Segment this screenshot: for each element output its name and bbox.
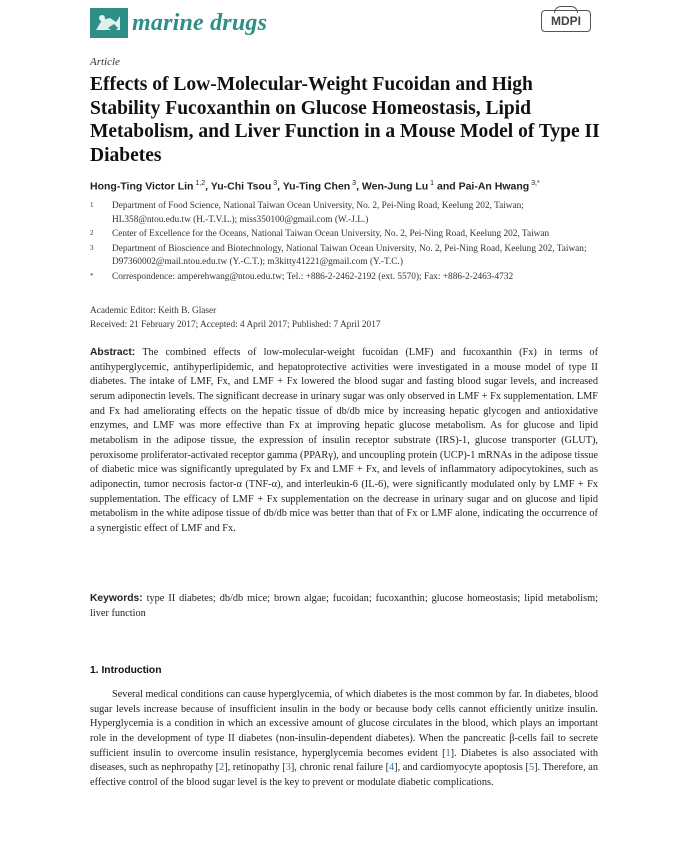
author-name: Yu-Chi Tsou (210, 180, 272, 193)
affiliation-text: Department of Food Science, National Taiwan Ocean University, No. 2, Pei-Ning Road, Keelung 202, Taiwan; HL358@ntou.edu.tw (H.-T.V.L.); miss350100@gmail.com (W.-J.L.) (112, 201, 524, 225)
author-affiliation-marker: 3 (271, 180, 278, 187)
citation-link[interactable]: 4 (389, 762, 395, 774)
keywords-label: Keywords: (90, 593, 143, 604)
affiliation-item (90, 228, 600, 242)
author-separator: , (277, 180, 283, 193)
intro-text: Several medical conditions can cause hyperglycemia, of which diabetes is the most common by far. In diabetes, blood sugar levels increase because of insufficient insulin in the body or because body cells cannot efficiently unitize insulin. Hyperglycemia is a condition in which an excessive amount of glucose circulates in the blood, which plays an important role in the development of type II diabetes (non-insulin-dependent diabetes). When the pancreatic β-cells fail to secrete sufficient insulin to overcome insulin resistance, hyperglycemia becomes evident [ (90, 689, 598, 759)
author-separator: , (205, 180, 211, 193)
abstract-text: The combined effects of low-molecular-weight fucoidan (LMF) and fucoxanthin (Fx) in terms of antihyperglycemic, antihyperlipidemic, and hepatoprotective activities were investigated in a mouse model of type II diabetes. The intake of LMF, Fx, and LMF + Fx lowered the blood sugar and fasting blood sugar levels, and increased serum adiponectin levels. The significant decrease in urinary sugar was only observed in LMF + Fx supplementation. LMF and Fx had ameliorating effects on the hepatic tissue of db/db mice by increasing hepatic glycogen and antioxidative enzymes, and LMF was more effective than Fx at improving hepatic glucose metabolism. As for glucose and lipid metabolism in the adipose tissue, the expression of insulin receptor substrate (IRS)-1, glucose transporter (GLUT), peroxisome proliferator-activated receptor gamma (PPARγ), and uncoupling protein (UCP)-1 mRNAs in the adipose tissue of diabetic mice was significantly upregulated by Fx and LMF + Fx, and levels of inflammatory adipocytokines, such as adiponectin, tumor necrosis factor-α (TNF-α), and interleukin-6 (IL-6), were significantly modulated only by LMF + Fx supplementation. The efficacy of LMF + Fx supplementation on the decrease in urinary sugar and on glucose and lipid metabolism in the white adipose tissue of db/db mice was better than that of Fx or LMF alone, indicating the occurrence of a synergistic effect of LMF and Fx. (90, 347, 599, 534)
article-metadata (90, 305, 381, 332)
author-name: Hong-Ting Victor Lin (90, 180, 194, 193)
author-affiliation-marker: 3,* (529, 180, 540, 187)
abstract (90, 346, 598, 537)
publication-dates: Received: 21 February 2017; Accepted: 4 April 2017; Published: 7 April 2017 (90, 319, 381, 330)
paper-title: Effects of Low-Molecular-Weight Fucoidan and High Stability Fucoxanthin on Glucose Homeostasis, Lipid Metabolism, and Liver Function in a Mouse Model of Type II Diabetes (90, 74, 600, 166)
academic-editor: Academic Editor: Keith B. Glaser (90, 306, 217, 316)
journal-name: marine drugs (132, 9, 268, 36)
intro-text: ]. Therefore, an effective control of the blood sugar level is the key to prevent or modulate diabetic complications. (90, 762, 598, 788)
affiliation-item (90, 200, 600, 227)
affiliation-text: Center of Excellence for the Oceans, National Taiwan Ocean University, No. 2, Pei-Ning Road, Keelung 202, Taiwan (112, 229, 550, 240)
keywords (90, 592, 598, 621)
citation-link[interactable]: 5 (528, 762, 535, 774)
section-heading-introduction: 1. Introduction (90, 665, 162, 676)
affiliation-number: * (90, 271, 94, 280)
author-affiliation-marker: 1 (428, 180, 435, 187)
publisher-logo: MDPI (541, 10, 591, 32)
citation-link[interactable]: 2 (219, 762, 225, 774)
author-name: Wen-Jung Lu (361, 180, 429, 193)
marine-drugs-logo-icon (90, 8, 128, 38)
affiliation-number: 2 (90, 229, 94, 238)
intro-text: ], chronic renal failure [ (290, 762, 390, 774)
author-affiliation-marker: 3 (350, 180, 357, 187)
affiliations (90, 200, 600, 286)
affiliation-text: Correspondence: amperehwang@ntou.edu.tw; Tel.: +886-2-2462-2192 (ext. 5570); Fax: +886-2-2463-4732 (112, 271, 514, 282)
introduction-paragraph (90, 688, 598, 791)
journal-logo (90, 6, 267, 40)
author-affiliation-marker: 1,2 (193, 180, 206, 187)
article-type: Article (90, 56, 120, 68)
author-name: Pai-An Hwang (458, 180, 530, 193)
intro-text: ]. Diabetes is also associated with diseases, such as nephropathy [ (90, 747, 598, 774)
intro-text: ], and cardiomyocyte apoptosis [ (394, 762, 529, 774)
keywords-text: type II diabetes; db/db mice; brown algae; fucoidan; fucoxanthin; glucose homeostasis; lipid metabolism; liver function (90, 593, 598, 619)
intro-text: ], retinopathy [ (224, 762, 286, 774)
author-list (90, 180, 610, 193)
citation-link[interactable]: 1 (445, 747, 451, 759)
affiliation-item (90, 243, 600, 270)
affiliation-number: 3 (90, 243, 94, 252)
citation-link[interactable]: 3 (285, 762, 291, 774)
affiliation-number: 1 (90, 201, 94, 209)
author-separator: , (356, 180, 362, 193)
affiliation-item (90, 271, 600, 285)
author-separator: and (434, 180, 459, 193)
affiliation-text: Department of Bioscience and Biotechnology, National Taiwan Ocean University, No. 2, Pei-Ning Road, Keelung 202, Taiwan; D97360002@mail.ntou.edu.tw (Y.-C.T.); m3kitty41221@gmail.com (Y.-T.C.) (112, 243, 587, 268)
author-name: Yu-Ting Chen (282, 180, 351, 193)
abstract-label: Abstract: (90, 347, 136, 358)
